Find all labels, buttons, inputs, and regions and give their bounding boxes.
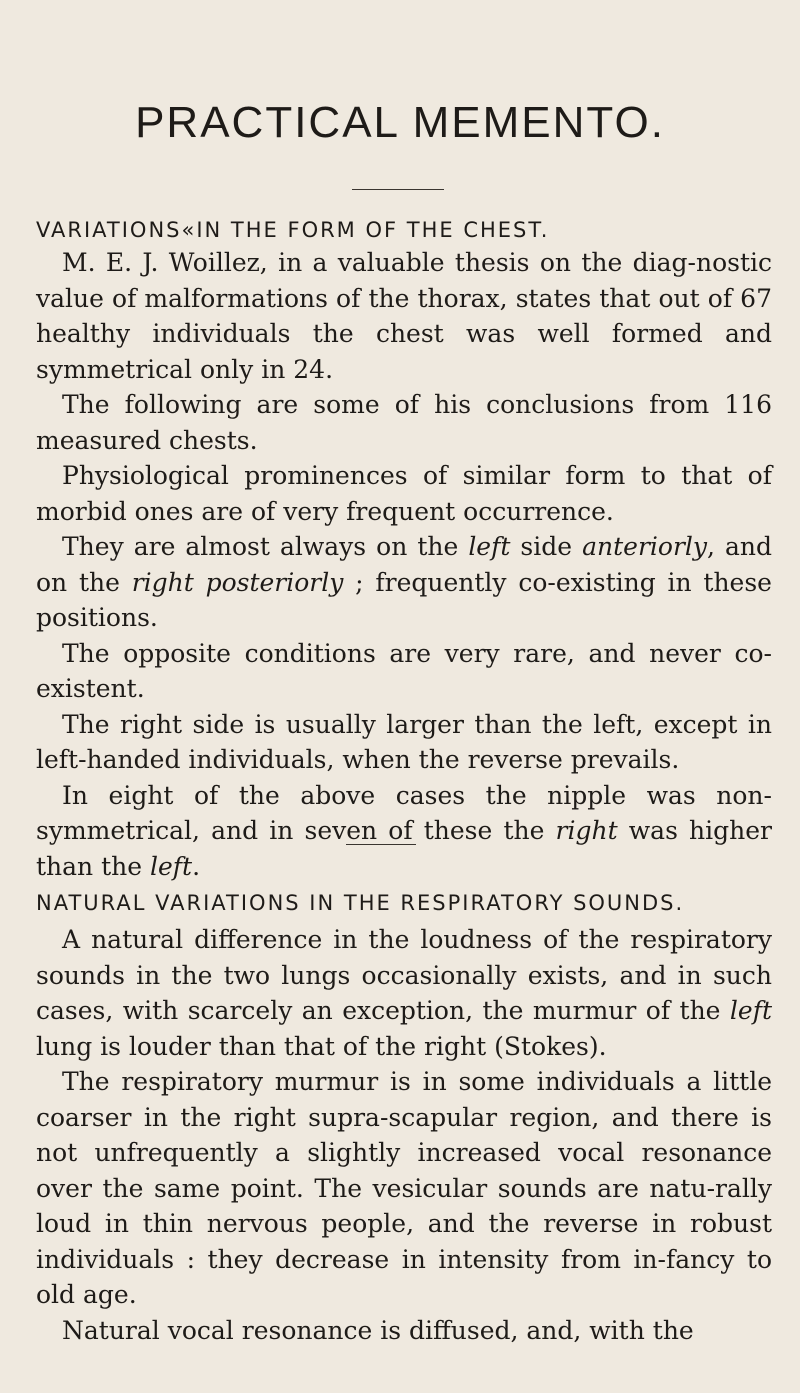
text-run: The respiratory murmur is in some individuals a little coarser in the right supra-scapular region, and there is not unfrequently a slightly increased vocal resonance over the same point. The vesicular sounds are natu-rally loud in thin nervous people, and the reverse in robust individuals : they decrease in intensity from in-fancy to old age. [36,1067,772,1309]
text-run: The right side is usually larger than the left, except in left-handed individuals, when the reverse prevails. [36,709,772,774]
text-run: . [192,851,201,881]
text-run: They are almost always on the [62,532,469,561]
text-run: M. E. J. Woillez, in a valuable thesis on the diag-nostic value of malformations of the thorax, states that out of 67 healthy individuals the chest was well formed and symmetrical only in 24. [36,248,772,384]
text-run: side [510,532,583,561]
italic-run: right [555,816,618,845]
section-body-respiratory [36,922,772,1348]
text-run: was higher than the [36,816,772,881]
section-heading-respiratory: NATURAL VARIATIONS IN THE RESPIRATORY SOUNDS. [36,891,685,915]
text-run: A natural difference in the loudness of the respiratory sounds in the two lungs occasionally exists, and in such cases, with scarcely an exception, the murmur of the [36,925,772,1025]
paragraph [36,458,772,529]
text-run: Physiological prominences of similar form to that of morbid ones are of very frequent occurrence. [36,461,772,526]
paragraph [36,778,772,885]
italic-run: left [150,851,193,881]
italic-run: right posteriorly [131,567,344,597]
section-divider [346,844,416,845]
paragraph [36,245,772,387]
text-run: The opposite conditions are very rare, and never co-existent. [36,638,772,703]
section-body-chest [36,245,772,884]
paragraph [36,922,772,1064]
italic-run: left [729,996,772,1025]
title-divider [352,189,444,190]
paragraph [36,529,772,636]
text-run: lung is louder than that of the right (Stokes). [36,1031,607,1061]
italic-run: left [468,532,511,561]
paragraph [36,1064,772,1313]
text-run: , and on the [36,532,773,597]
paragraph [36,1313,772,1349]
text-run: The following are some of his conclusions from 116 measured chests. [36,390,772,455]
page-title: PRACTICAL MEMENTO. [135,98,665,147]
italic-run: anteriorly [582,532,708,561]
text-run: ; frequently co-existing in these positions. [36,567,772,632]
paragraph [36,636,772,707]
paragraph [36,707,772,778]
section-heading-chest: VARIATIONS«IN THE FORM OF THE CHEST. [36,218,550,242]
text-run: In eight of the above cases the nipple was non-symmetrical, and in seven of these the [36,780,772,845]
paragraph [36,387,772,458]
text-run: Natural vocal resonance is diffused, and, with the [62,1315,694,1345]
